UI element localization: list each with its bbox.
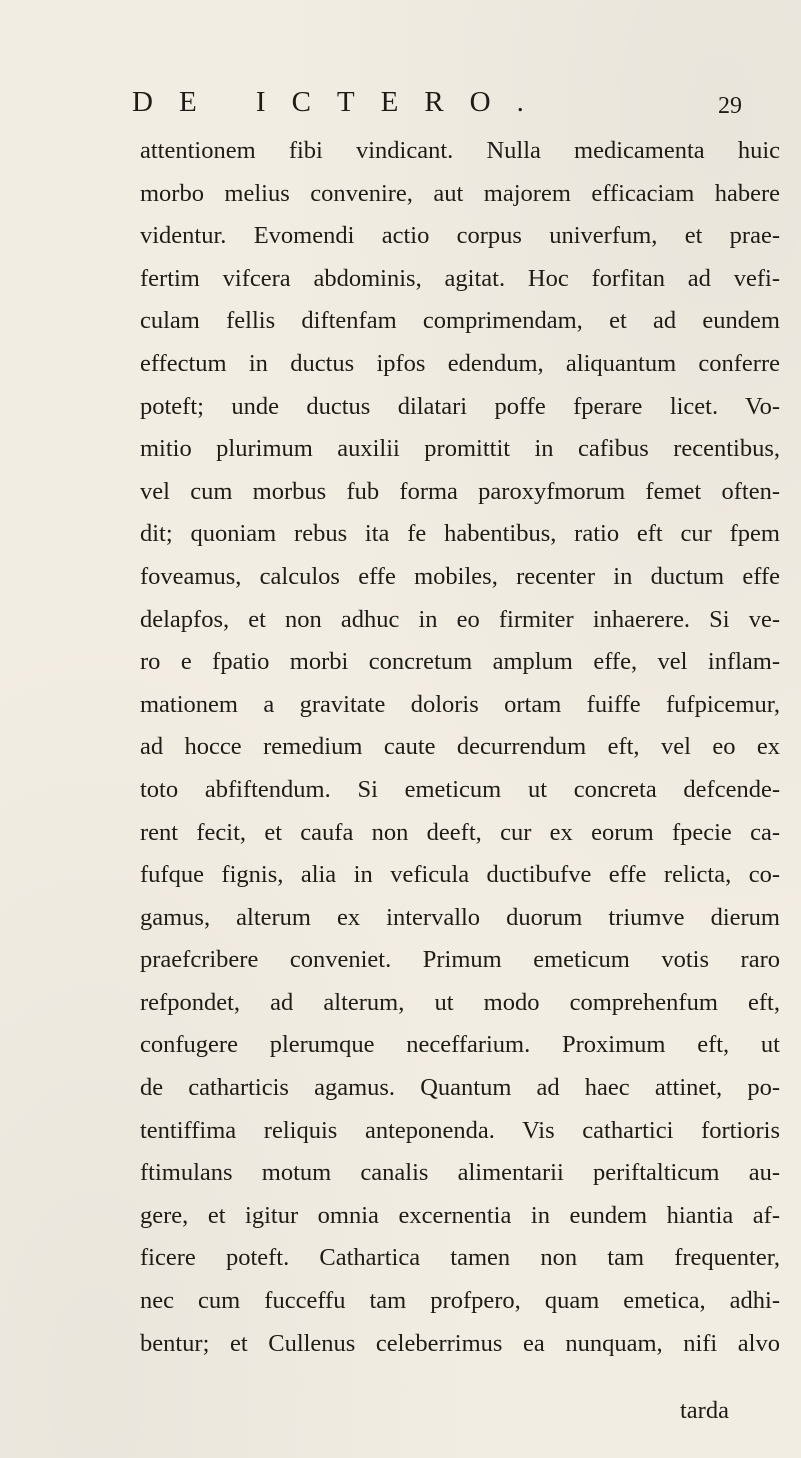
text-line: mationem a gravitate doloris ortam fuiffe fufpicemur, (140, 690, 780, 718)
text-line: culam fellis diftenfam comprimendam, et ad eundem (140, 307, 780, 335)
catchword: tarda (680, 1397, 729, 1424)
text-line: attentionem fibi vindicant. Nulla medicamenta huic (140, 137, 780, 164)
running-title: DE ICTERO. (132, 86, 550, 118)
text-line: videntur. Evomendi actio corpus univerfum, et prae- (140, 222, 780, 250)
text-line: confugere plerumque neceffarium. Proximum eft, ut (140, 1031, 780, 1059)
text-line: refpondet, ad alterum, ut modo comprehenfum eft, (140, 988, 780, 1016)
text-line: toto abfiftendum. Si emeticum ut concreta defcende- (140, 775, 780, 803)
text-line: bentur; et Cullenus celeberrimus ea nunquam, nifi alvo (140, 1329, 780, 1357)
body-text (140, 130, 780, 1365)
text-line: praefcribere conveniet. Primum emeticum votis raro (140, 946, 780, 974)
text-line: ad hocce remedium caute decurrendum eft, vel eo ex (140, 733, 780, 761)
text-line: ficere poteft. Cathartica tamen non tam frequenter, (140, 1244, 780, 1272)
text-line: rent fecit, et caufa non deeft, cur ex eorum fpecie ca- (140, 818, 780, 846)
text-line: effectum in ductus ipfos edendum, aliquantum conferre (140, 349, 780, 377)
text-line: gamus, alterum ex intervallo duorum triumve dierum (140, 903, 780, 931)
text-line: ro e fpatio morbi concretum amplum effe, vel inflam- (140, 648, 780, 676)
text-line: morbo melius convenire, aut majorem efficaciam habere (140, 179, 780, 207)
text-line: nec cum fucceffu tam profpero, quam emetica, adhi- (140, 1287, 780, 1315)
text-line: poteft; unde ductus dilatari poffe fperare licet. Vo- (140, 392, 780, 420)
text-line: vel cum morbus fub forma paroxyfmorum femet often- (140, 477, 780, 505)
text-line: mitio plurimum auxilii promittit in cafibus recentibus, (140, 435, 780, 463)
text-line: fertim vifcera abdominis, agitat. Hoc forfitan ad vefi- (140, 264, 780, 292)
text-line: delapfos, et non adhuc in eo firmiter inhaerere. Si ve- (140, 605, 780, 633)
text-line: gere, et igitur omnia excernentia in eundem hiantia af- (140, 1201, 780, 1229)
page-number: 29 (718, 93, 742, 119)
text-line: de catharticis agamus. Quantum ad haec attinet, po- (140, 1074, 780, 1102)
text-line: fufque fignis, alia in veficula ductibufve effe relicta, co- (140, 861, 780, 889)
text-line: ftimulans motum canalis alimentarii periftalticum au- (140, 1159, 780, 1187)
text-line: dit; quoniam rebus ita fe habentibus, ratio eft cur fpem (140, 520, 780, 548)
text-line: tentiffima reliquis anteponenda. Vis cathartici fortioris (140, 1116, 780, 1144)
text-line: foveamus, calculos effe mobiles, recenter in ductum effe (140, 562, 780, 590)
